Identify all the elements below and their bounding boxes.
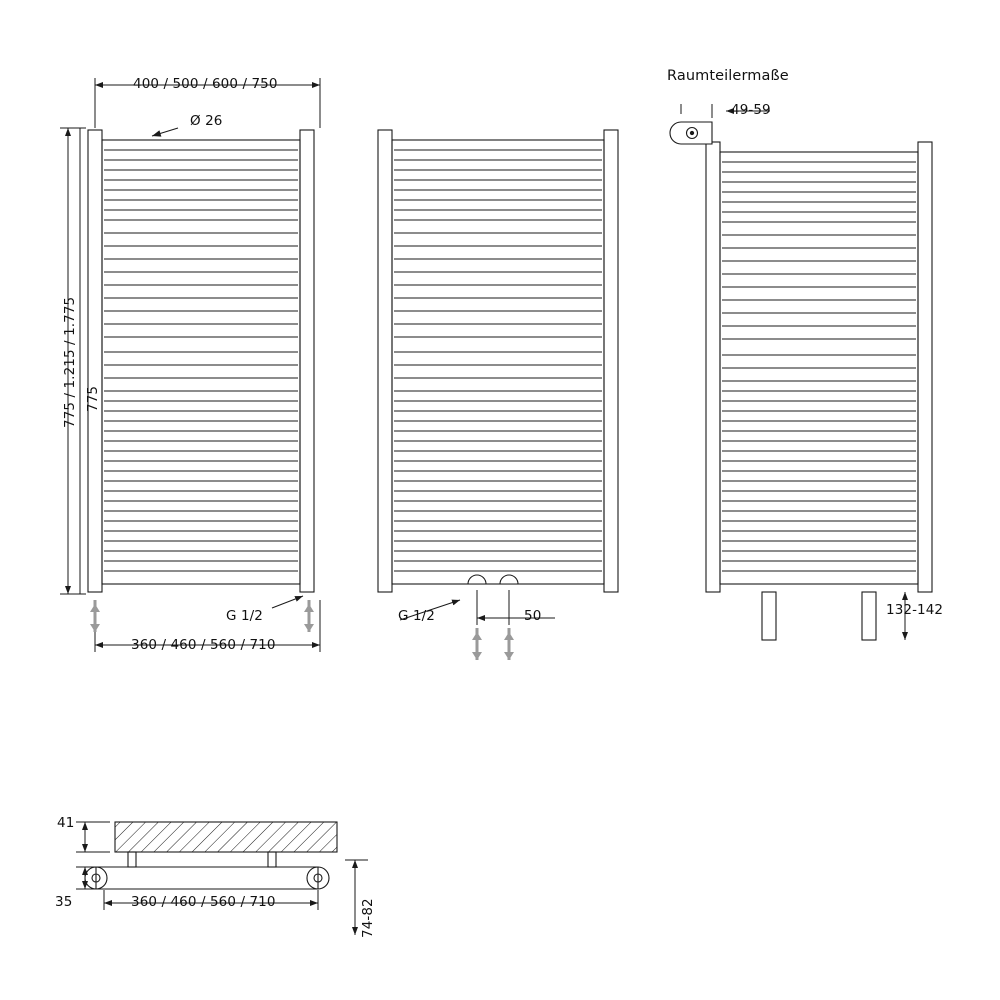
label-top-detail-depth: 41 bbox=[57, 815, 75, 831]
middle-view-group bbox=[378, 130, 618, 592]
label-connection-front: G 1/2 bbox=[226, 608, 263, 624]
label-tube-diameter: Ø 26 bbox=[190, 113, 223, 129]
label-connection-spacing-middle: 50 bbox=[524, 608, 542, 624]
middle-flow-arrows bbox=[472, 628, 514, 660]
label-front-width: 400 / 500 / 600 / 750 bbox=[133, 76, 278, 92]
label-bottom-height-range: 74-82 bbox=[360, 898, 376, 938]
side-view-group bbox=[670, 122, 932, 640]
label-height-small: 775 bbox=[85, 385, 101, 412]
label-room-divider-depth: 49-59 bbox=[731, 102, 771, 118]
label-connection-middle: G 1/2 bbox=[398, 608, 435, 624]
label-bottom-bracket-spacing: 360 / 460 / 560 / 710 bbox=[131, 894, 276, 910]
top-detail-group bbox=[85, 822, 337, 889]
label-side-depth-range: 132-142 bbox=[886, 602, 944, 618]
label-room-divider-title: Raumteilermaße bbox=[667, 68, 789, 84]
label-bracket-spacing-front: 360 / 460 / 560 / 710 bbox=[131, 637, 276, 653]
front-view-group bbox=[88, 128, 314, 592]
label-heights: 775 / 1.215 / 1.775 bbox=[62, 296, 78, 428]
side-dimensions bbox=[681, 104, 932, 640]
label-bottom-detail-depth: 35 bbox=[55, 894, 73, 910]
